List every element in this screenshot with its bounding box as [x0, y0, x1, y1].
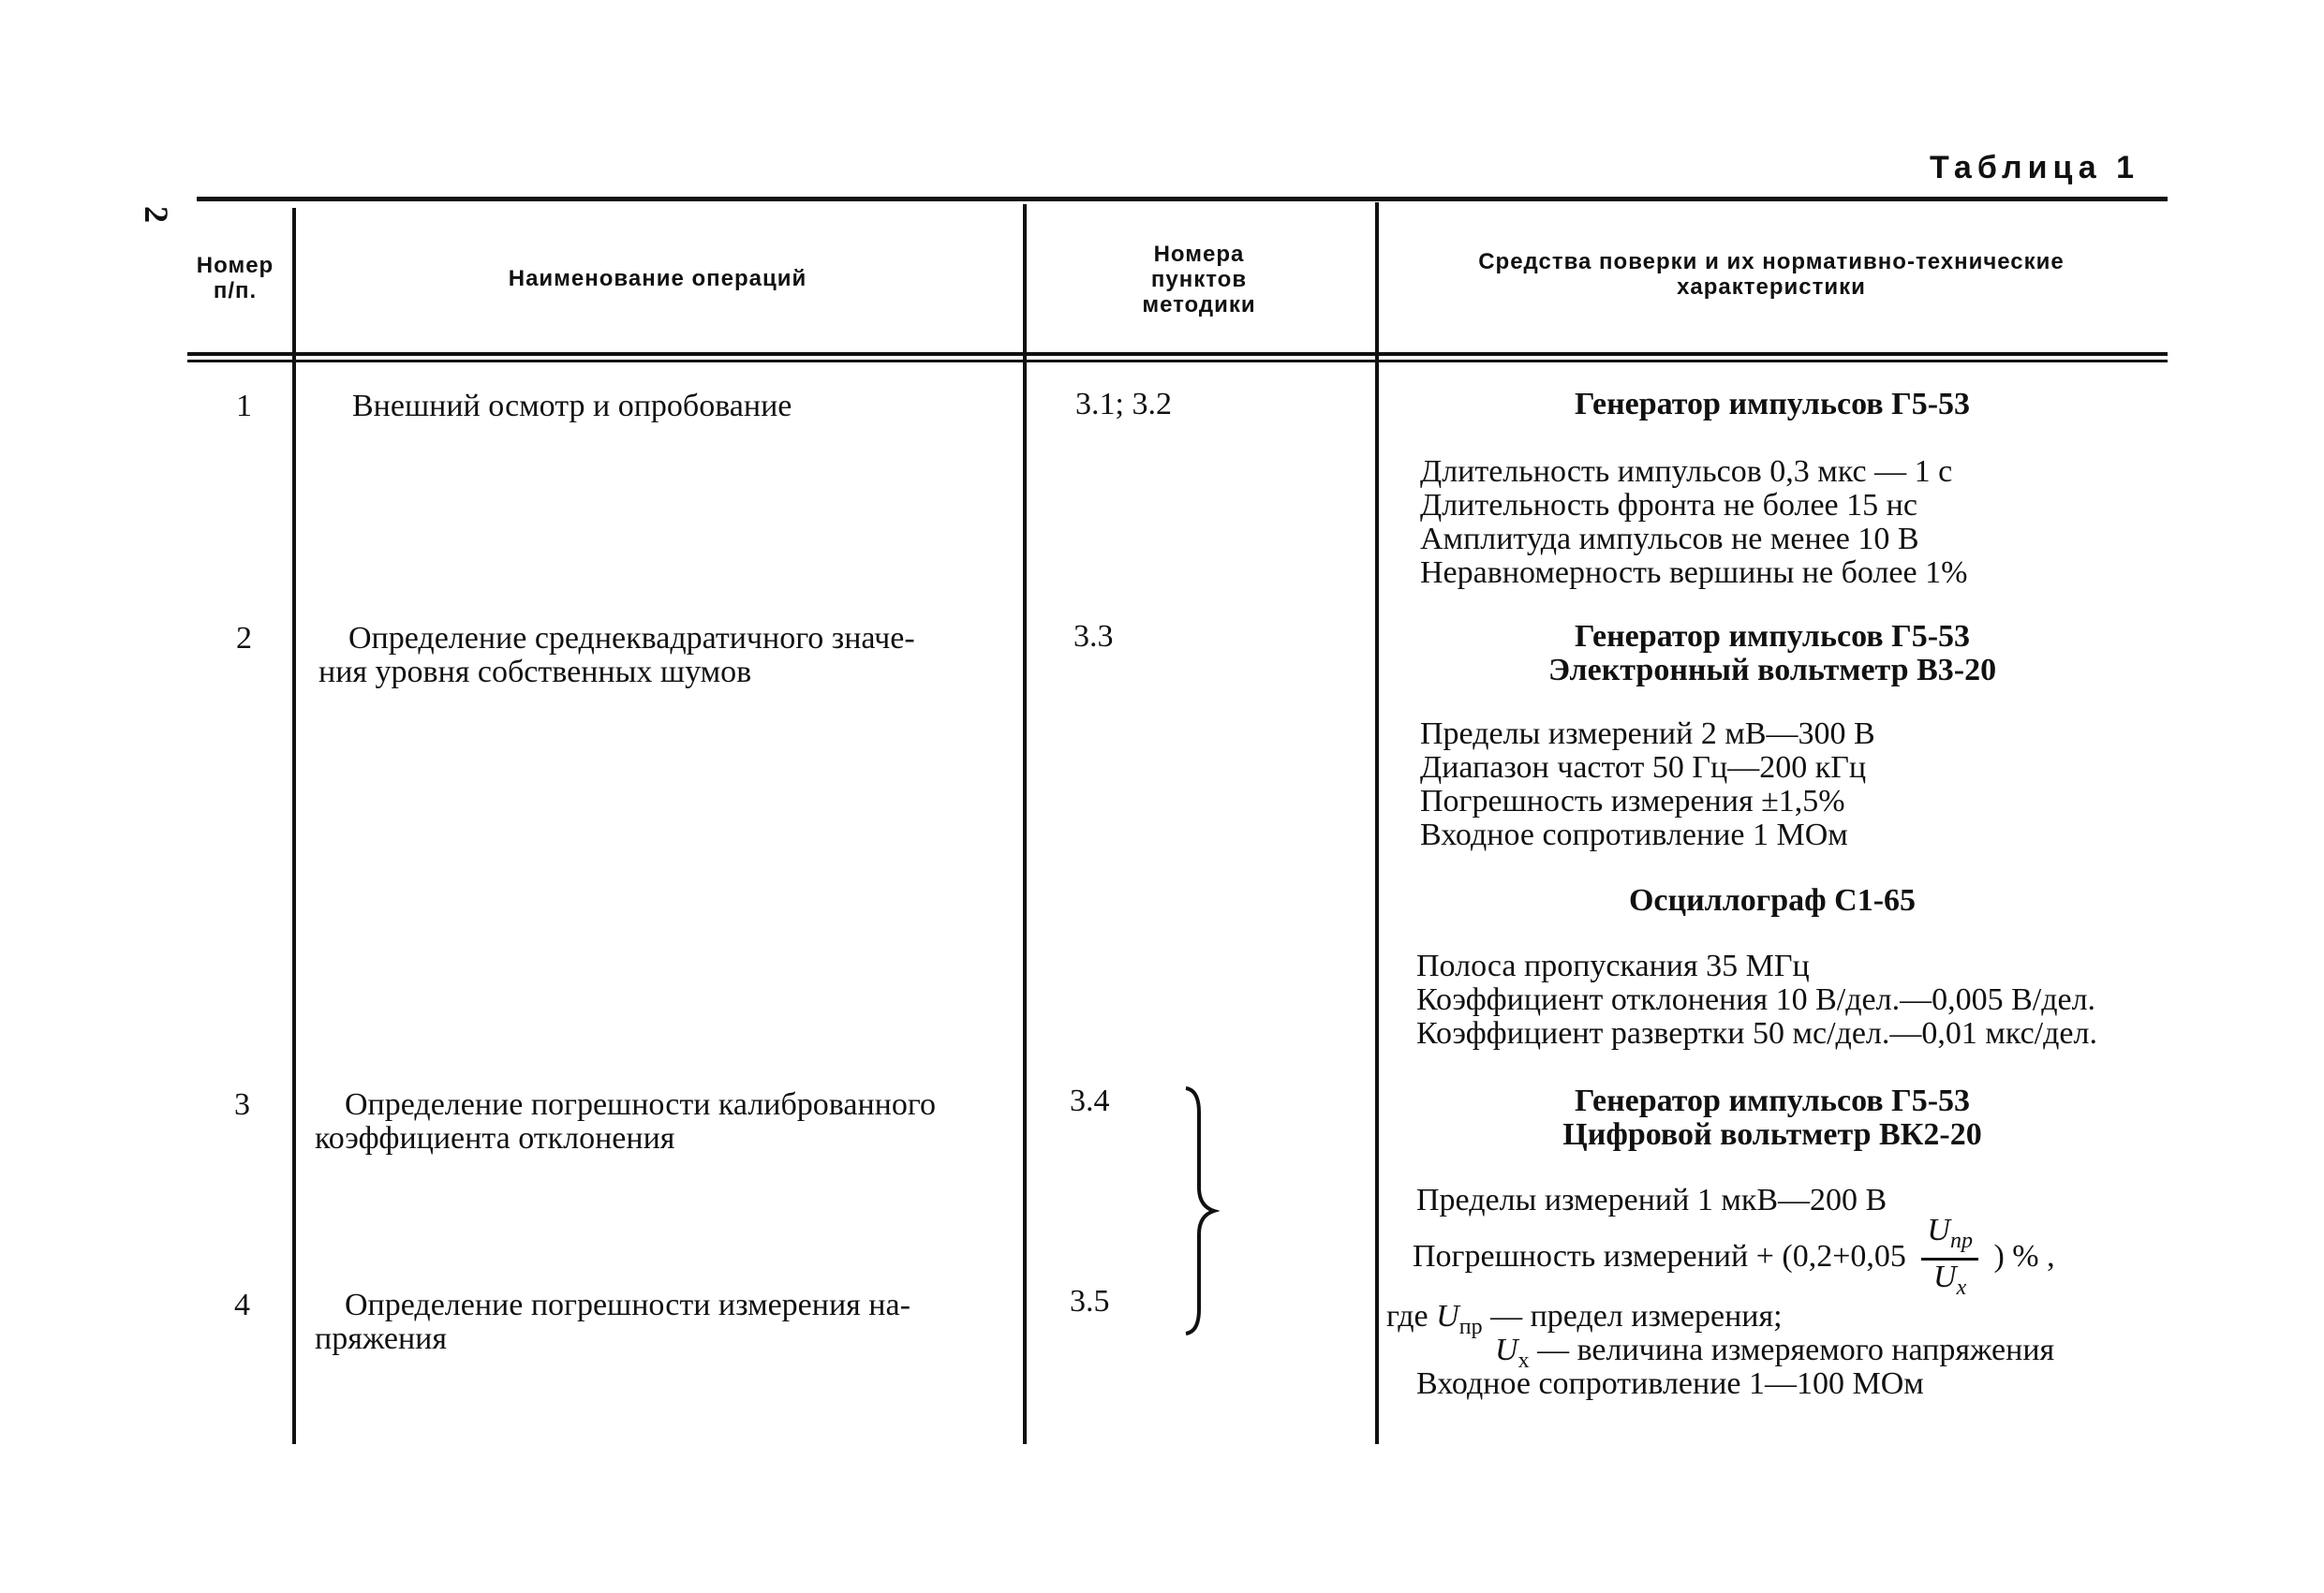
table-top-rule	[197, 197, 2168, 201]
means-g3-last: Входное сопротивление 1—100 МОм	[1416, 1366, 1924, 1401]
page-number: 2	[138, 206, 175, 223]
row-4-clauses: 3.5	[1070, 1284, 1110, 1319]
row-3-num: 3	[234, 1087, 250, 1122]
row-4-num: 4	[234, 1288, 250, 1322]
error-formula	[1413, 1214, 2055, 1305]
where-line-1: где $U_{пр}$ — предел измерения;	[1386, 1299, 1783, 1339]
means-g1-lines: Длительность импульсов 0,3 мкс — 1 с Длительность фронта не более 15 нс Амплитуда импульсов не менее 10 В Неравномерность вершины не более 1%	[1420, 454, 1968, 590]
means-g3-line-1: Пределы измерений 1 мкВ—200 В	[1416, 1183, 1887, 1217]
column-divider-2	[1023, 204, 1027, 1444]
row-1-num: 1	[236, 389, 252, 423]
row-3-operation-line-2: коэффициента отклонения	[315, 1121, 675, 1156]
error-fraction: $\frac{U_{пр}}{U_x}$	[1921, 1214, 1978, 1305]
header-rule-1	[187, 352, 2168, 356]
means-osc-lines: Полоса пропускания 35 МГц Коэффициент отклонения 10 В/дел.—0,005 В/дел. Коэффициент развертки 50 мс/дел.—0,01 мкс/дел.	[1416, 949, 2097, 1051]
row-4-operation-line-2: пряжения	[315, 1321, 447, 1356]
means-g2-lines: Пределы измерений 2 мВ—300 В Диапазон частот 50 Гц—200 кГц Погрешность измерения ±1,5% Входное сопротивление 1 МОм	[1420, 716, 1875, 852]
row-2-operation-line-2: ния уровня собственных шумов	[318, 655, 752, 689]
row-1-clauses: 3.1; 3.2	[1075, 387, 1172, 421]
means-g2-title: Генератор импульсов Г5-53 Электронный вольтметр В3-20	[1547, 619, 1997, 687]
row-3-operation-line-1: Определение погрешности калиброванного	[345, 1087, 936, 1122]
row-1-operation: Внешний осмотр и опробование	[352, 389, 792, 423]
row-4-operation-line-1: Определение погрешности измерения на-	[345, 1288, 910, 1322]
row-2-clauses: 3.3	[1073, 619, 1114, 654]
table-title: Таблица 1	[1930, 150, 2140, 185]
row-3-clauses: 3.4	[1070, 1084, 1110, 1118]
means-g1-title: Генератор импульсов Г5-53	[1574, 387, 1971, 421]
error-prefix: Погрешность измерений + (0,2+0,05	[1413, 1239, 1906, 1275]
header-rule-2	[187, 360, 2168, 362]
row-2-num: 2	[236, 621, 252, 656]
column-divider-1	[292, 208, 296, 1444]
header-operation: Наименование операций	[508, 266, 807, 291]
means-osc-title: Осциллограф С1-65	[1628, 883, 1917, 918]
curly-brace	[1182, 1084, 1220, 1337]
header-clauses: Номера пунктов методики	[1142, 242, 1256, 317]
where-line-2: $U_x$ — величина измеряемого напряжения	[1495, 1333, 2055, 1373]
row-2-operation-line-1: Определение среднеквадратичного значе-	[348, 621, 915, 656]
header-num: Номер п/п.	[196, 253, 274, 303]
column-divider-3	[1375, 202, 1379, 1444]
means-g3-title: Генератор импульсов Г5-53 Цифровой вольтметр ВК2-20	[1562, 1084, 1982, 1152]
header-means: Средства поверки и их нормативно-технические характеристики	[1478, 249, 2065, 300]
error-suffix: ) % ,	[1993, 1239, 2055, 1275]
